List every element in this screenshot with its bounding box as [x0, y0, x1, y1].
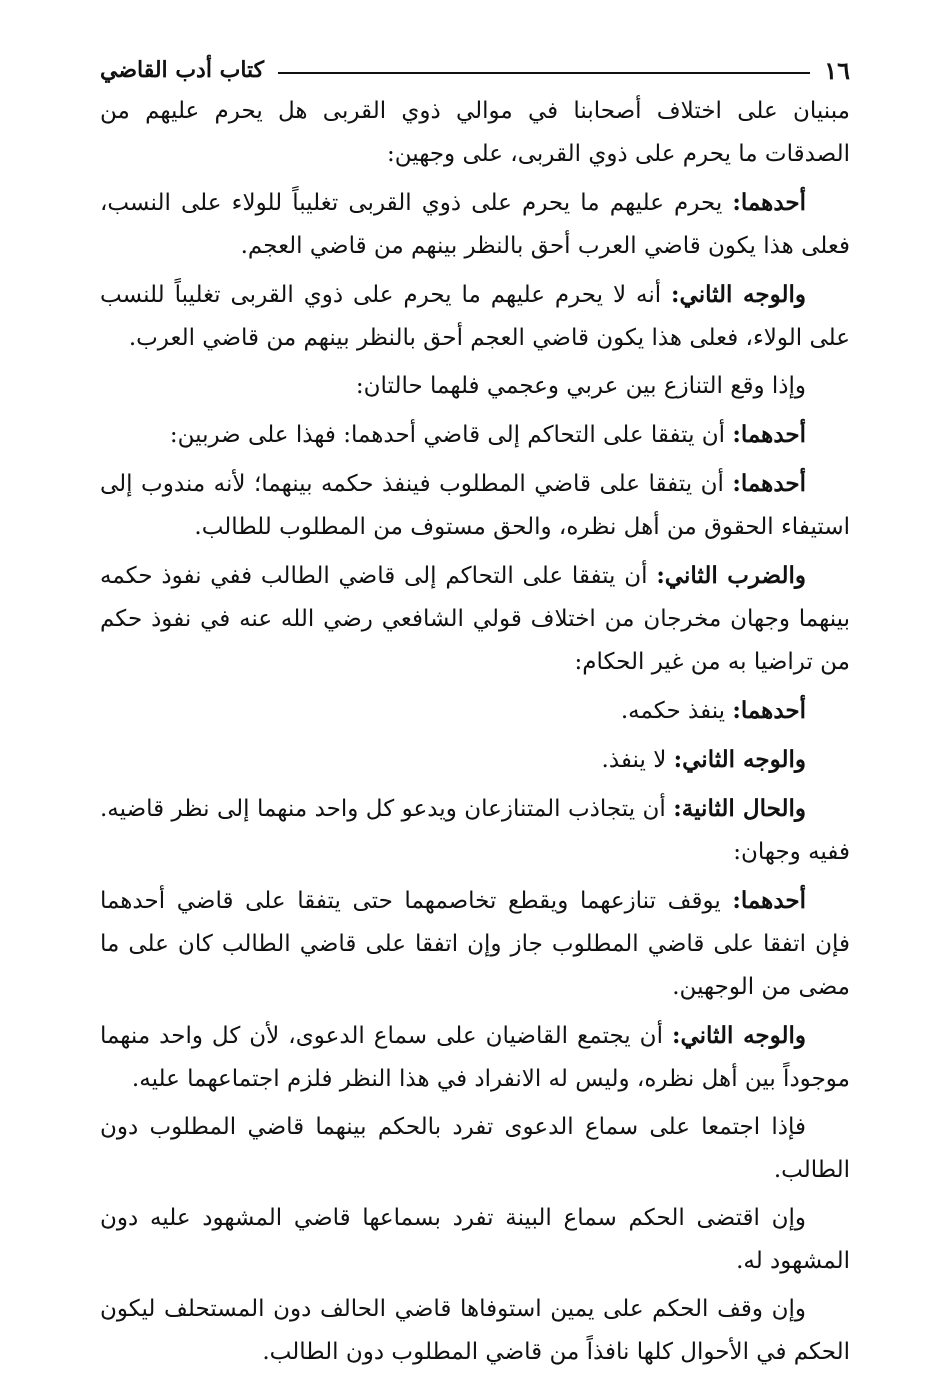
paragraph — [100, 90, 850, 176]
paragraph — [100, 273, 850, 360]
paragraph-lead: والوجه الثاني: — [673, 746, 806, 773]
paragraph-text: أن يجتمع القاضيان على سماع الدعوى، لأن كل واحد منهما موجوداً بين أهل نظره، وليس له الانفراد في هذا النظر فلزم اجتماعهما عليه. — [100, 1023, 850, 1092]
paragraph-text: ينفذ حكمه. — [620, 698, 733, 724]
book-title: كتاب أدب القاضي — [100, 57, 265, 83]
paragraph — [100, 689, 850, 733]
paragraph — [100, 413, 850, 457]
paragraph — [100, 879, 850, 1009]
paragraph — [100, 1014, 850, 1101]
paragraph-lead: والوجه الثاني: — [671, 1022, 806, 1049]
paragraph-lead: أحدهما: — [732, 887, 806, 914]
paragraph-text: لا ينفذ. — [601, 747, 674, 773]
paragraph — [100, 554, 850, 684]
running-header — [100, 50, 850, 90]
paragraph — [100, 462, 850, 549]
paragraph-text: أن يتجاذب المتنازعان ويدعو كل واحد منهما إلى نظر قاضيه. ففيه وجهان: — [100, 796, 850, 865]
paragraph — [100, 1197, 850, 1283]
paragraph-text: أن يتفقا على قاضي المطلوب فينفذ حكمه بينهما؛ لأنه مندوب إلى استيفاء الحقوق من أهل نظره، والحق مستوف من المطلوب للطالب. — [100, 471, 850, 540]
paragraph-lead: أحدهما: — [732, 470, 806, 497]
paragraph-text: وإن وقف الحكم على يمين استوفاها قاضي الحالف دون المستحلف ليكون الحكم في الأحوال كلها نافذاً من قاضي المطلوب دون الطالب. — [100, 1296, 850, 1365]
header-rule — [278, 72, 810, 74]
paragraph-lead: أحدهما: — [732, 189, 806, 216]
paragraph-lead: أحدهما: — [732, 697, 806, 724]
paragraph — [100, 1106, 850, 1192]
paragraph — [100, 181, 850, 268]
page-number: ١٦ — [824, 55, 850, 85]
paragraph — [100, 1288, 850, 1374]
paragraph-lead: والضرب الثاني: — [656, 562, 806, 589]
paragraph-lead: أحدهما: — [732, 421, 806, 448]
paragraph-lead: والوجه الثاني: — [671, 281, 806, 308]
paragraph — [100, 365, 850, 408]
paragraph-text: مبنيان على اختلاف أصحابنا في موالي ذوي القربى هل يحرم عليهم من الصدقات ما يحرم على ذوي القربى، على وجهين: — [100, 98, 850, 167]
paragraph-text: يحرم عليهم ما يحرم على ذوي القربى تغليباً للولاء على النسب، فعلى هذا يكون قاضي العرب أحق بالنظر بينهم من قاضي العجم. — [100, 190, 850, 259]
document-page — [100, 50, 850, 1379]
paragraph-text: فإذا اجتمعا على سماع الدعوى تفرد بالحكم بينهما قاضي المطلوب دون الطالب. — [100, 1114, 850, 1183]
paragraph-text: أنه لا يحرم عليهم ما يحرم على ذوي القربى تغليباً للنسب على الولاء، فعلى هذا يكون قاضي العجم أحق بالنظر بينهم من قاضي العرب. — [100, 282, 850, 351]
paragraph — [100, 738, 850, 782]
paragraph — [100, 787, 850, 874]
paragraph-text: وإذا وقع التنازع بين عربي وعجمي فلهما حالتان: — [355, 373, 806, 399]
paragraph-text: وإن اقتضى الحكم سماع البينة تفرد بسماعها قاضي المشهود عليه دون المشهود له. — [100, 1205, 850, 1274]
paragraph-text: أن يتفقا على التحاكم إلى قاضي الطالب ففي نفوذ حكمه بينهما وجهان مخرجان من اختلاف قولي الشافعي رضي الله عنه في نفوذ حكم من تراضيا به من غير الحكام: — [100, 563, 850, 675]
paragraph-text: أن يتفقا على التحاكم إلى قاضي أحدهما: فهذا على ضربين: — [169, 422, 733, 448]
paragraph-text: يوقف تنازعهما ويقطع تخاصمهما حتى يتفقا على قاضي أحدهما فإن اتفقا على قاضي المطلوب جاز وإن اتفقا على قاضي الطالب كان على ما مضى من الوجهين. — [100, 888, 850, 1000]
paragraph-lead: والحال الثانية: — [673, 795, 807, 822]
body-text — [100, 90, 850, 1374]
